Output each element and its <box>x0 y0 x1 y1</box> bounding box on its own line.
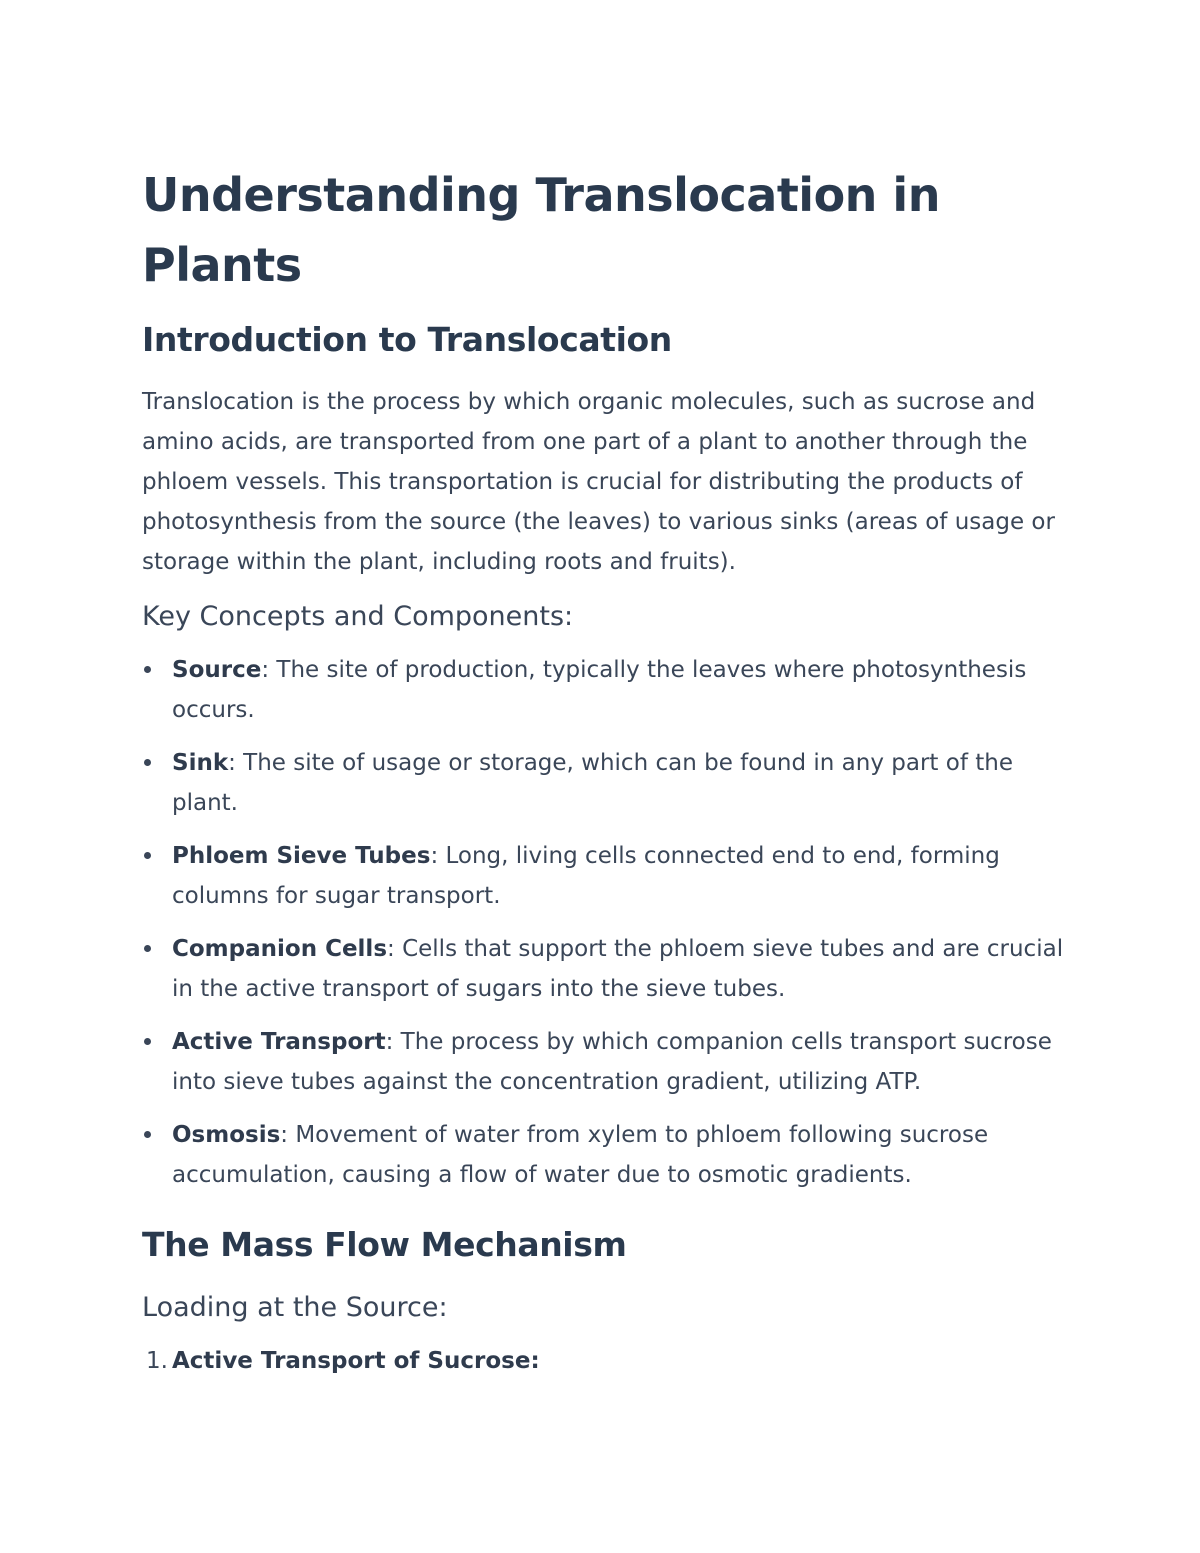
concept-description: : The process by which companion cells transport sucrose into sieve tubes against the concentration gradient, utilizing ATP. <box>172 1029 1052 1095</box>
loading-subheading: Loading at the Source: <box>142 1292 448 1323</box>
concept-term: Osmosis <box>172 1122 281 1148</box>
bullet-icon <box>144 852 151 859</box>
bullet-icon <box>144 666 151 673</box>
list-item <box>142 929 1072 1009</box>
list-item <box>142 650 1072 730</box>
concept-term: Phloem Sieve Tubes <box>172 843 431 869</box>
concept-term: Sink <box>172 750 229 776</box>
list-item <box>142 1115 1072 1195</box>
step-number: 1. <box>146 1348 168 1374</box>
mass-flow-heading: The Mass Flow Mechanism <box>142 1225 627 1264</box>
document-title: Understanding Translocation in Plants <box>142 168 940 292</box>
concept-term: Source <box>172 657 262 683</box>
concept-term: Active Transport <box>172 1029 386 1055</box>
concept-description: : The site of production, typically the leaves where photosynthesis occurs. <box>172 657 1027 723</box>
list-item <box>142 836 1072 916</box>
bullet-icon <box>144 1131 151 1138</box>
step-term: Active Transport of Sucrose <box>172 1348 531 1374</box>
step-suffix: : <box>530 1348 540 1374</box>
concept-description: : Cells that support the phloem sieve tubes and are crucial in the active transport of sugars into the sieve tubes. <box>172 936 1064 1002</box>
concept-description: : Movement of water from xylem to phloem following sucrose accumulation, causing a flow of water due to osmotic gradients. <box>172 1122 989 1188</box>
intro-heading: Introduction to Translocation <box>142 320 672 359</box>
bullet-icon <box>144 1038 151 1045</box>
concept-description: : Long, living cells connected end to end, forming columns for sugar transport. <box>172 843 1000 909</box>
concept-term: Companion Cells <box>172 936 388 962</box>
bullet-icon <box>144 945 151 952</box>
list-item <box>142 743 1072 823</box>
list-item <box>142 1341 1072 1381</box>
intro-paragraph: Translocation is the process by which organic molecules, such as sucrose and amino acids, are transported from one part of a plant to another through the phloem vessels. This transportation is crucial for distributing the products of photosynthesis from the source (the leaves) to various sinks (areas of usage or storage within the plant, including roots and fruits). <box>142 389 1055 575</box>
key-concepts-list <box>142 650 1072 1195</box>
key-concepts-heading: Key Concepts and Components: <box>142 601 574 632</box>
loading-steps-list <box>142 1341 1072 1381</box>
document-page <box>142 160 1072 1381</box>
concept-description: : The site of usage or storage, which can be found in any part of the plant. <box>172 750 1013 816</box>
list-item <box>142 1022 1072 1102</box>
bullet-icon <box>144 759 151 766</box>
